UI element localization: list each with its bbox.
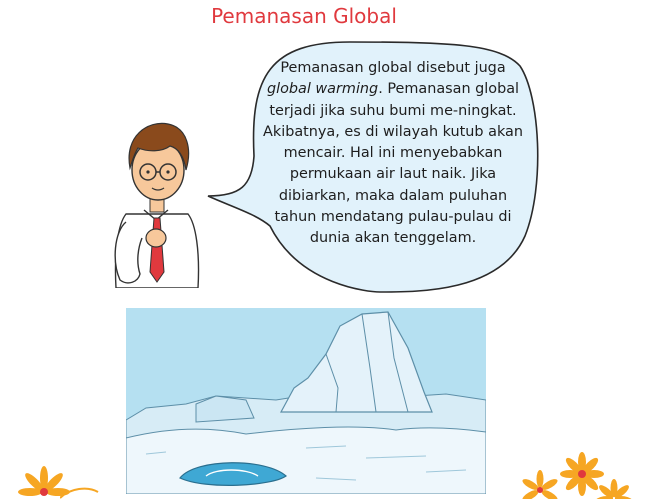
page-title: Pemanasan Global: [211, 4, 397, 28]
flower-decoration-icon: [520, 470, 560, 499]
bubble-text-italic: global warming: [266, 81, 379, 98]
melting-iceberg-illustration: [126, 308, 486, 494]
boy-student-icon: [108, 112, 206, 288]
flower-stem-icon: [60, 484, 100, 499]
bubble-text-part2: . Pemanasan global terjadi jika suhu bumi me-ningkat. Akibatnya, es di wilayah kutub akan mencair. Hal ini menyebabkan permukaan air laut naik. Jika dibiarkan, maka dalam puluhan tahun mendatang pulau-pulau di dunia akan tenggelam.: [263, 81, 523, 247]
flower-decoration-icon: [596, 478, 636, 499]
bubble-text-part1: Pemanasan global disebut juga: [280, 60, 506, 76]
bubble-text: [262, 58, 524, 250]
